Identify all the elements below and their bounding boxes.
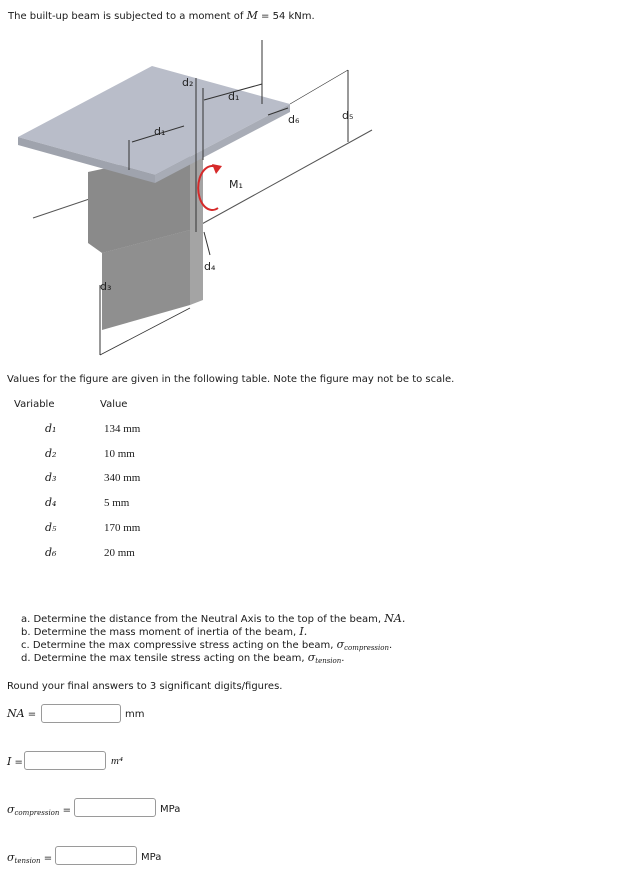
- header-value: Value: [100, 399, 128, 410]
- table-row-var: d₂: [45, 447, 57, 460]
- label-d5: d₅: [342, 109, 354, 122]
- table-row-var: d₁: [45, 422, 57, 435]
- rounding-note: Round your final answers to 3 significant digits/figures.: [7, 681, 283, 692]
- beam-figure: [0, 40, 400, 365]
- compression-label: $\sigma_{compression}$ =: [7, 803, 71, 817]
- label-d6: d₆: [288, 113, 300, 126]
- flange-top-face: [18, 66, 290, 175]
- na-unit: mm: [125, 709, 145, 720]
- task-d: d. Determine the max tensile stress acting on the beam, $\sigma_{tension}$.: [21, 651, 345, 665]
- header-variable: Variable: [14, 399, 55, 410]
- table-row-var: d₆: [45, 546, 57, 559]
- i-input[interactable]: [24, 751, 106, 770]
- tension-label: $\sigma_{tension}$ =: [7, 851, 53, 865]
- compression-input[interactable]: [74, 798, 156, 817]
- table-row-value: 20 mm: [104, 547, 135, 559]
- table-row-var: d₅: [45, 521, 57, 534]
- problem-statement: The built-up beam is subjected to a moment of M = 54 kNm.: [8, 9, 315, 22]
- label-d3: d₃: [100, 280, 112, 293]
- table-row-value: 5 mm: [104, 497, 130, 509]
- table-row-value: 10 mm: [104, 448, 135, 460]
- task-c: c. Determine the max compressive stress acting on the beam, $\sigma_{compression}$.: [21, 638, 393, 652]
- i-label: I =: [7, 755, 23, 768]
- compression-unit: MPa: [160, 804, 181, 815]
- label-d1-top: d₁: [228, 90, 240, 103]
- table-row-value: 170 mm: [104, 522, 141, 534]
- label-d2: d₂: [182, 76, 194, 89]
- tension-unit: MPa: [141, 852, 162, 863]
- label-moment: M₁: [229, 178, 243, 191]
- table-row-value: 340 mm: [104, 472, 141, 484]
- na-input[interactable]: [41, 704, 121, 723]
- task-a: a. Determine the distance from the Neutral Axis to the top of the beam, NA.: [21, 612, 406, 625]
- task-b: b. Determine the mass moment of inertia of the beam, I.: [21, 625, 308, 638]
- i-unit: m⁴: [111, 755, 123, 767]
- label-d4: d₄: [204, 260, 216, 273]
- na-label: NA =: [7, 707, 37, 720]
- table-note: Values for the figure are given in the following table. Note the figure may not be to scale.: [7, 374, 455, 385]
- table-row-var: d₄: [45, 496, 57, 509]
- table-row-value: 134 mm: [104, 423, 141, 435]
- tension-input[interactable]: [55, 846, 137, 865]
- label-d1-mid: d₁: [154, 125, 166, 138]
- table-row-var: d₃: [45, 471, 57, 484]
